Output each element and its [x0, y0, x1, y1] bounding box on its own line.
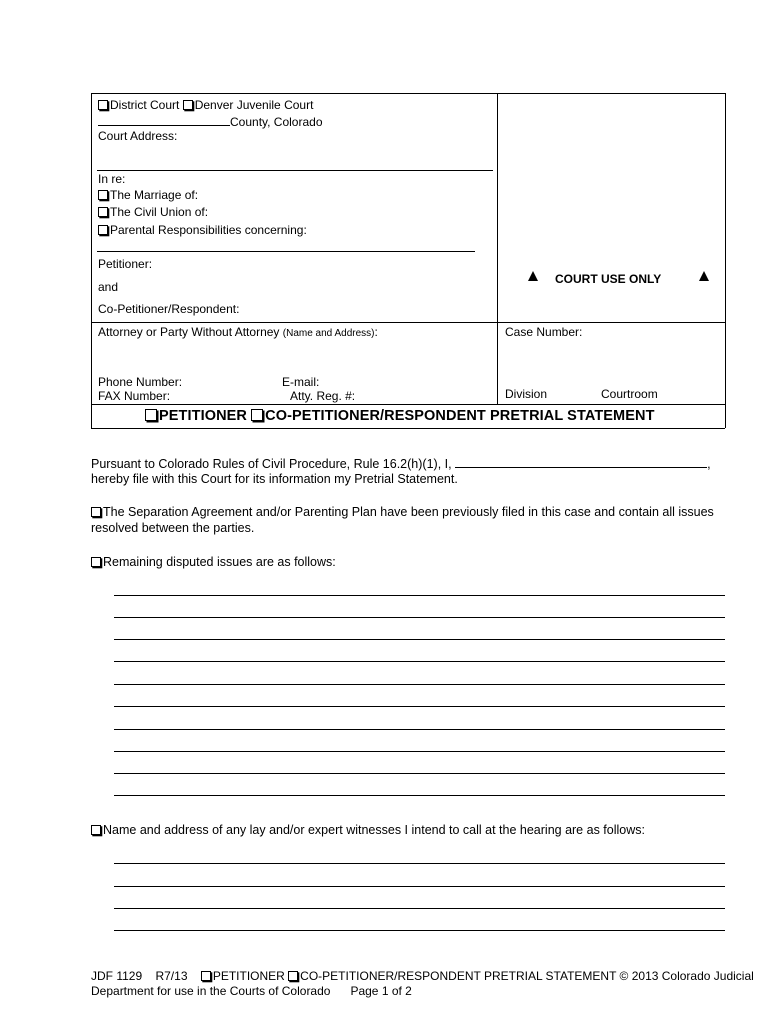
witnesses-checkbox[interactable] — [91, 825, 101, 835]
email-label: E-mail: — [282, 375, 320, 389]
district-court-label: District Court — [110, 98, 180, 112]
in-re-label: In re: — [98, 172, 126, 186]
court-selection — [98, 98, 313, 113]
civil-union-checkbox[interactable] — [98, 207, 108, 217]
phone-label: Phone Number: — [98, 375, 183, 389]
co-petitioner-label: Co-Petitioner/Respondent: — [98, 302, 240, 316]
case-number-label: Case Number: — [505, 325, 583, 339]
civil-union-label: The Civil Union of: — [110, 205, 209, 219]
intro-comma: , — [707, 457, 711, 471]
court-use-only-label: COURT USE ONLY — [555, 272, 662, 286]
intro-text: Pursuant to Colorado Rules of Civil Procedure, Rule 16.2(h)(1), I, — [91, 457, 452, 471]
document-title — [145, 407, 655, 425]
separation-text: The Separation Agreement and/or Parenting Plan have been previously filed in this case and contain all issues — [103, 505, 714, 519]
denver-juvenile-court-label: Denver Juvenile Court — [194, 98, 314, 112]
disputed-issues-checkbox[interactable] — [91, 557, 101, 567]
attorney-sub-label: (Name and Address) — [282, 328, 375, 339]
county-blank[interactable] — [98, 114, 230, 126]
separation-line-1 — [91, 504, 714, 520]
county-line — [98, 114, 323, 130]
triangle-up-icon — [528, 268, 538, 286]
intro-line-2: hereby file with this Court for its information my Pretrial Statement. — [91, 472, 458, 486]
footer-petitioner-checkbox — [201, 971, 211, 981]
district-court-checkbox[interactable] — [98, 100, 108, 110]
co-petitioner-title-checkbox[interactable] — [251, 409, 263, 421]
marriage-option — [98, 188, 198, 203]
marriage-checkbox[interactable] — [98, 190, 108, 200]
division-label: Division — [505, 387, 548, 401]
attorney-label: Attorney or Party Without Attorney — [98, 325, 280, 339]
attorney-colon: : — [374, 325, 378, 339]
denver-juvenile-court-checkbox[interactable] — [183, 100, 193, 110]
footer-form-id: JDF 1129 R7/13 — [91, 969, 201, 983]
witnesses-row — [91, 822, 645, 838]
footer-petitioner: PETITIONER — [212, 969, 289, 983]
separation-agreement-checkbox[interactable] — [91, 507, 101, 517]
footer-rest: CO-PETITIONER/RESPONDENT PRETRIAL STATEMENT © 2013 Colorado Judicial — [300, 969, 754, 983]
intro-line-1 — [91, 456, 711, 472]
marriage-label: The Marriage of: — [110, 188, 199, 202]
footer-line-1 — [91, 969, 754, 984]
court-address-label: Court Address: — [98, 129, 178, 143]
footer-co-petitioner-checkbox — [288, 971, 298, 981]
disputed-issues-label: Remaining disputed issues are as follows: — [103, 555, 336, 569]
title-petitioner: PETITIONER — [159, 408, 248, 424]
atty-reg-label: Atty. Reg. #: — [290, 389, 356, 403]
parental-responsibilities-option — [98, 223, 307, 238]
county-label: County, Colorado — [230, 115, 323, 129]
attorney-label-row — [98, 325, 378, 341]
petitioner-title-checkbox[interactable] — [145, 409, 157, 421]
separation-line-2: resolved between the parties. — [91, 521, 255, 535]
parental-responsibilities-label: Parental Responsibilities concerning: — [110, 223, 307, 237]
fax-label: FAX Number: — [98, 389, 171, 403]
and-label: and — [98, 280, 119, 294]
title-rest: CO-PETITIONER/RESPONDENT PRETRIAL STATEMENT — [265, 408, 655, 424]
disputed-issues-row — [91, 554, 336, 570]
witnesses-label: Name and address of any lay and/or expert witnesses I intend to call at the hearing are as follows: — [103, 823, 645, 837]
triangle-up-icon — [699, 268, 709, 286]
petitioner-label: Petitioner: — [98, 257, 153, 271]
civil-union-option — [98, 205, 208, 220]
footer-line-2: Department for use in the Courts of Colorado Page 1 of 2 — [91, 984, 412, 998]
name-blank[interactable] — [455, 456, 707, 468]
parental-responsibilities-checkbox[interactable] — [98, 225, 108, 235]
courtroom-label: Courtroom — [601, 387, 658, 401]
